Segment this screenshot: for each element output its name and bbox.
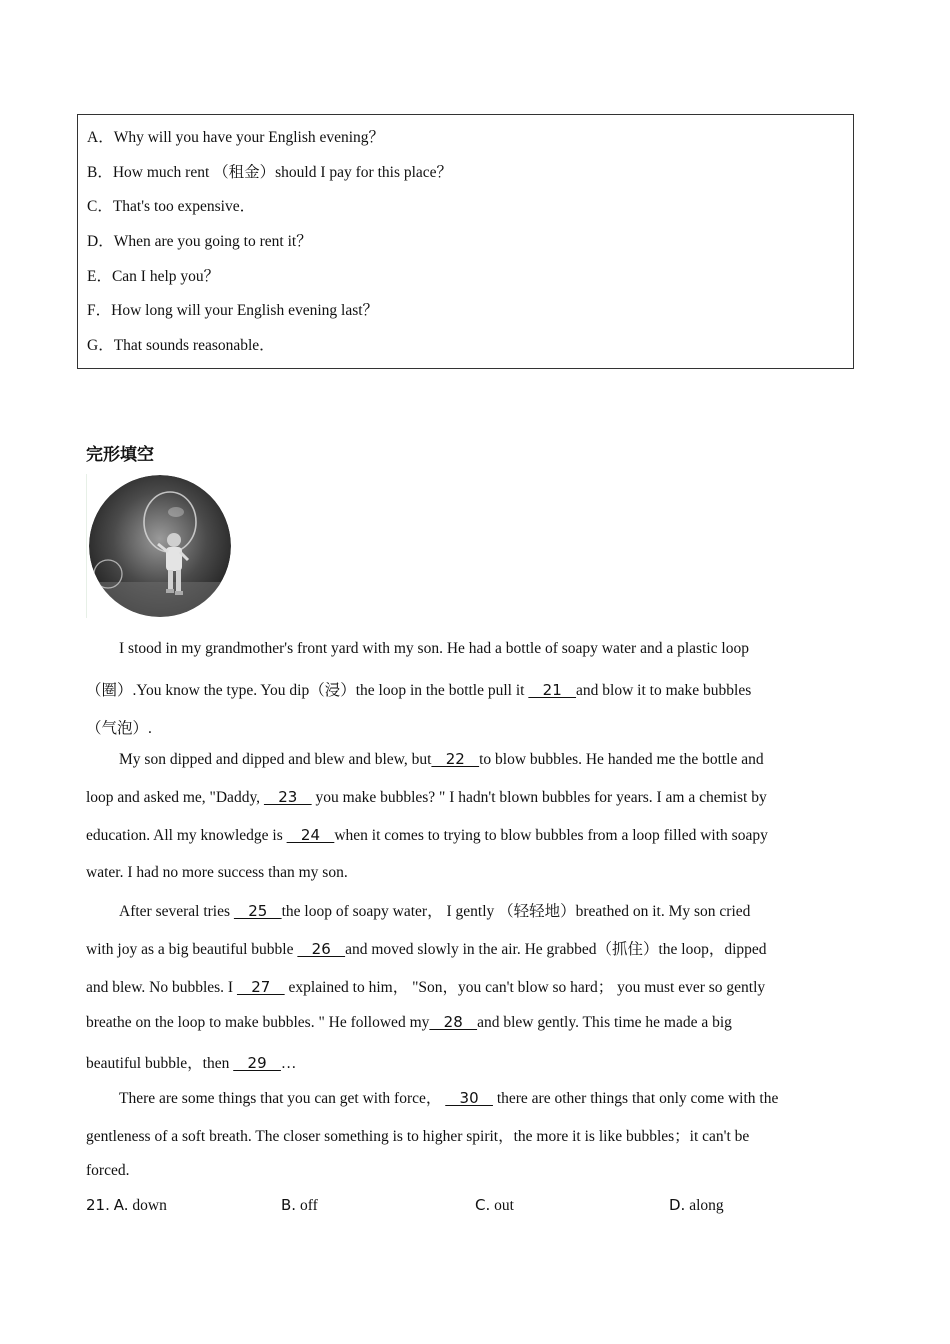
blank-23: 23 <box>263 788 312 806</box>
passage-line: （圈）.You know the type. You dip（浸）the loop in the bottle pull it 21 and blow it to make bubbles <box>86 681 752 699</box>
blank-24: 24 <box>286 826 335 844</box>
blank-21: 21 <box>528 681 577 699</box>
option-a: A．Why will you have your English evening？ <box>87 129 385 146</box>
option-e: E．Can I help you？ <box>87 268 220 285</box>
blank-28: 28 <box>429 1013 478 1031</box>
section-title: 完形填空 <box>86 445 154 465</box>
passage-line: education. All my knowledge is 24 when it comes to trying to blow bubbles from a loop filled with soapy <box>86 826 768 844</box>
passage-line: （气泡）. <box>86 720 152 737</box>
passage-line: There are some things that you can get with force， 30 there are other things that only come with the <box>119 1089 779 1107</box>
bubble-photo <box>86 474 233 618</box>
question-21-option-b[interactable]: B. off <box>281 1196 318 1214</box>
question-21-option-c[interactable]: C. out <box>475 1196 514 1214</box>
blank-22: 22 <box>431 750 480 768</box>
option-d: D．When are you going to rent it？ <box>87 233 312 250</box>
options-box <box>77 114 854 369</box>
passage-line: with joy as a big beautiful bubble 26 and moved slowly in the air. He grabbed（抓住）the loop，dipped <box>86 940 767 958</box>
option-c: C．That's too expensive． <box>87 198 256 215</box>
passage-line: After several tries 25 the loop of soapy water， I gently （轻轻地）breathed on it. My son cried <box>119 902 751 920</box>
blank-26: 26 <box>297 940 346 958</box>
passage-line: water. I had no more success than my son. <box>86 864 348 881</box>
passage-line: forced. <box>86 1162 130 1179</box>
question-21-option-d[interactable]: D. along <box>669 1196 724 1214</box>
question-21-option-a[interactable]: 21. A. down <box>86 1196 167 1214</box>
passage-line: and blew. No bubbles. I 27 explained to him， "Son，you can't blow so hard； you must ever so gently <box>86 978 766 996</box>
passage-line: breathe on the loop to make bubbles. " He followed my 28 and blew gently. This time he made a big <box>86 1013 732 1031</box>
blank-30: 30 <box>445 1089 493 1107</box>
blank-27: 27 <box>236 978 285 996</box>
option-b: B．How much rent （租金）should I pay for this place？ <box>87 164 453 181</box>
option-f: F．How long will your English evening last？ <box>87 302 379 319</box>
passage-line: My son dipped and dipped and blew and blew, but 22 to blow bubbles. He handed me the bottle and <box>119 750 764 768</box>
blank-25: 25 <box>233 902 282 920</box>
passage-line: gentleness of a soft breath. The closer something is to higher spirit，the more it is like bubbles；it can't be <box>86 1128 750 1145</box>
passage-line: I stood in my grandmother's front yard with my son. He had a bottle of soapy water and a plastic loop <box>119 640 749 657</box>
option-g: G．That sounds reasonable． <box>87 337 275 354</box>
passage-line: loop and asked me, "Daddy, 23 you make bubbles? " I hadn't blown bubbles for years. I am a chemist by <box>86 788 767 806</box>
passage-line: beautiful bubble，then 29 … <box>86 1054 297 1072</box>
blank-29: 29 <box>233 1054 281 1072</box>
